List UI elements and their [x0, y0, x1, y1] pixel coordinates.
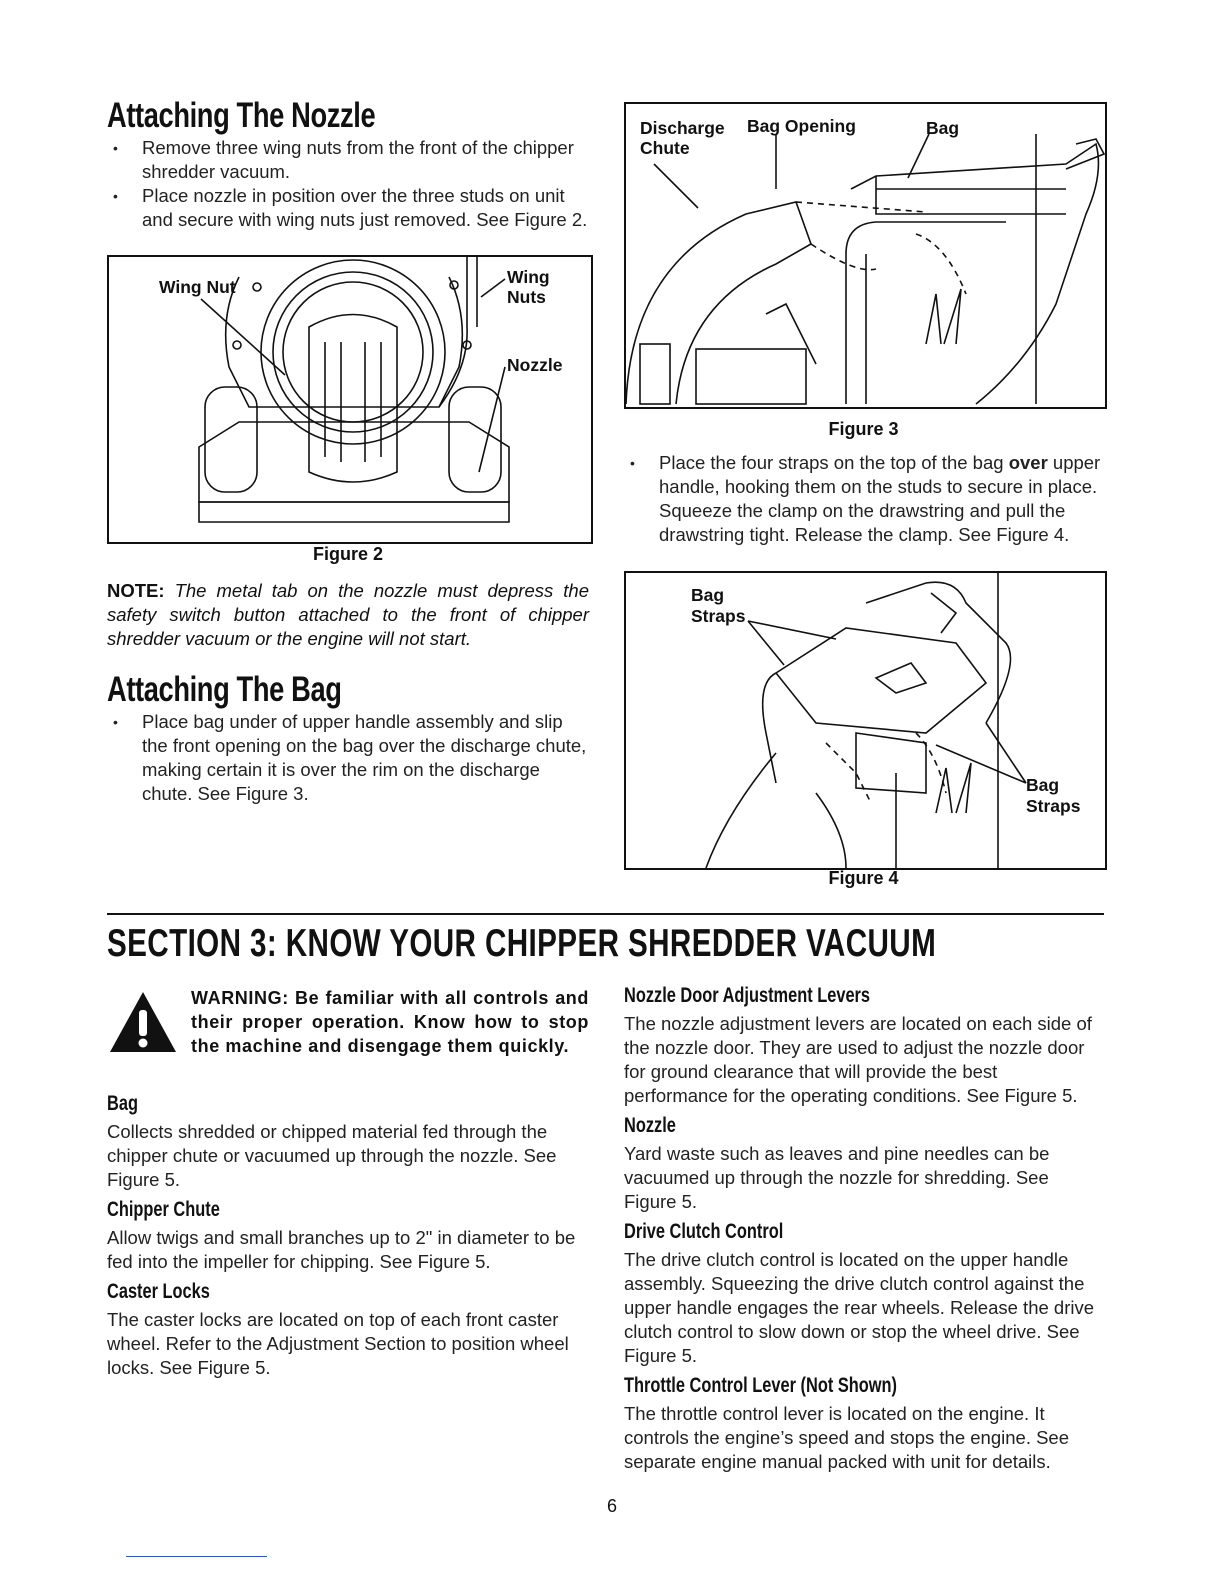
figure-4	[624, 571, 1107, 870]
item-text-chipper-chute: Allow twigs and small branches up to 2" in diameter to be fed into the impeller for chipping. See Figure 5.	[107, 1227, 576, 1272]
straps-text-bold: over	[1008, 452, 1048, 473]
page-number: 6	[606, 1496, 617, 1516]
figure-4-caption: Figure 4	[828, 868, 899, 888]
straps-steps-list	[624, 451, 1104, 547]
label-bag-straps-right: Bag Straps	[1026, 775, 1081, 816]
item-text-nozzle-door-levers: The nozzle adjustment levers are located on each side of the nozzle door. They are used to adjust the nozzle door for ground clearance that will provide the best performance for the operating conditions. See Figure 5.	[624, 1013, 1092, 1106]
figure-3-caption: Figure 3	[828, 419, 899, 439]
heading-attaching-bag: Attaching The Bag	[107, 670, 342, 709]
footer-rule	[126, 1556, 267, 1557]
item-text-drive-clutch: The drive clutch control is located on the upper handle assembly. Squeezing the drive clutch control against the upper handle engages the rear wheels. Release the drive clutch control to slow down or stop the wheel drive. See Figure 5.	[624, 1249, 1095, 1366]
controls-left-column	[107, 1092, 592, 1380]
straps-text-pre: Place the four straps on the top of the bag	[659, 452, 1009, 473]
item-text-nozzle: Yard waste such as leaves and pine needles can be vacuumed up through the nozzle for shredding. See Figure 5.	[624, 1143, 1050, 1212]
item-heading-bag: Bag	[107, 1092, 138, 1115]
note-paragraph	[107, 579, 589, 651]
straps-text-post: upper handle, hooking them on the studs to secure in place. Squeeze the clamp on the drawstring and pull the drawstring tight. Release the clamp. See Figure 4.	[659, 452, 1101, 545]
list-item: • Remove three wing nuts from the front of the chipper shredder vacuum.	[107, 136, 592, 184]
note-label: NOTE:	[107, 580, 165, 601]
note-text: The metal tab on the nozzle must depress the safety switch button attached to the front of chipper shredder vacuum or the engine will not start.	[107, 580, 589, 649]
section-title: SECTION 3: KNOW YOUR CHIPPER SHREDDER VACUUM	[107, 922, 937, 965]
label-bag-opening: Bag Opening	[747, 116, 856, 136]
list-item: • Place nozzle in position over the three studs on unit and secure with wing nuts just removed. See Figure 2.	[107, 184, 592, 232]
section-divider	[107, 913, 1104, 915]
warning-text: WARNING: Be familiar with all controls and their proper operation. Know how to stop the machine and disengage them quickly.	[191, 988, 589, 1056]
item-heading-nozzle-door-levers: Nozzle Door Adjustment Levers	[624, 984, 871, 1007]
figure-2-caption: Figure 2	[312, 544, 383, 564]
label-wing-nut: Wing Nut	[159, 277, 236, 297]
label-discharge-chute: Discharge Chute	[640, 118, 725, 158]
bag-steps-list	[107, 710, 592, 806]
nozzle-steps-list	[107, 136, 592, 232]
label-nozzle: Nozzle	[507, 355, 563, 375]
warning-triangle-icon	[108, 990, 178, 1054]
list-item: • Place bag under of upper handle assembly and slip the front opening on the bag over the discharge chute, making certain it is over the rim on the discharge chute. See Figure 3.	[107, 710, 592, 806]
item-heading-throttle: Throttle Control Lever (Not Shown)	[624, 1374, 897, 1397]
item-text-caster-locks: The caster locks are located on top of each front caster wheel. Refer to the Adjustment Section to position wheel locks. See Figure 5.	[107, 1309, 569, 1378]
heading-attaching-nozzle: Attaching The Nozzle	[107, 96, 376, 135]
item-heading-chipper-chute: Chipper Chute	[107, 1198, 220, 1221]
item-text-throttle: The throttle control lever is located on the engine. It controls the engine’s speed and stops the engine. See separate engine manual packed with unit for details.	[624, 1403, 1070, 1472]
item-heading-drive-clutch: Drive Clutch Control	[624, 1220, 784, 1243]
label-bag: Bag	[926, 118, 960, 138]
item-heading-caster-locks: Caster Locks	[107, 1280, 210, 1303]
item-heading-nozzle: Nozzle	[624, 1114, 676, 1137]
controls-right-column	[624, 984, 1106, 1474]
list-item	[624, 451, 1104, 547]
label-bag-straps-top: Bag Straps	[691, 585, 746, 626]
label-wing-nuts: Wing Nuts	[507, 267, 550, 307]
figure-3	[624, 102, 1107, 409]
figure-2	[107, 255, 593, 544]
item-text-bag: Collects shredded or chipped material fed through the chipper chute or vacuumed up through the nozzle. See Figure 5.	[107, 1121, 557, 1190]
